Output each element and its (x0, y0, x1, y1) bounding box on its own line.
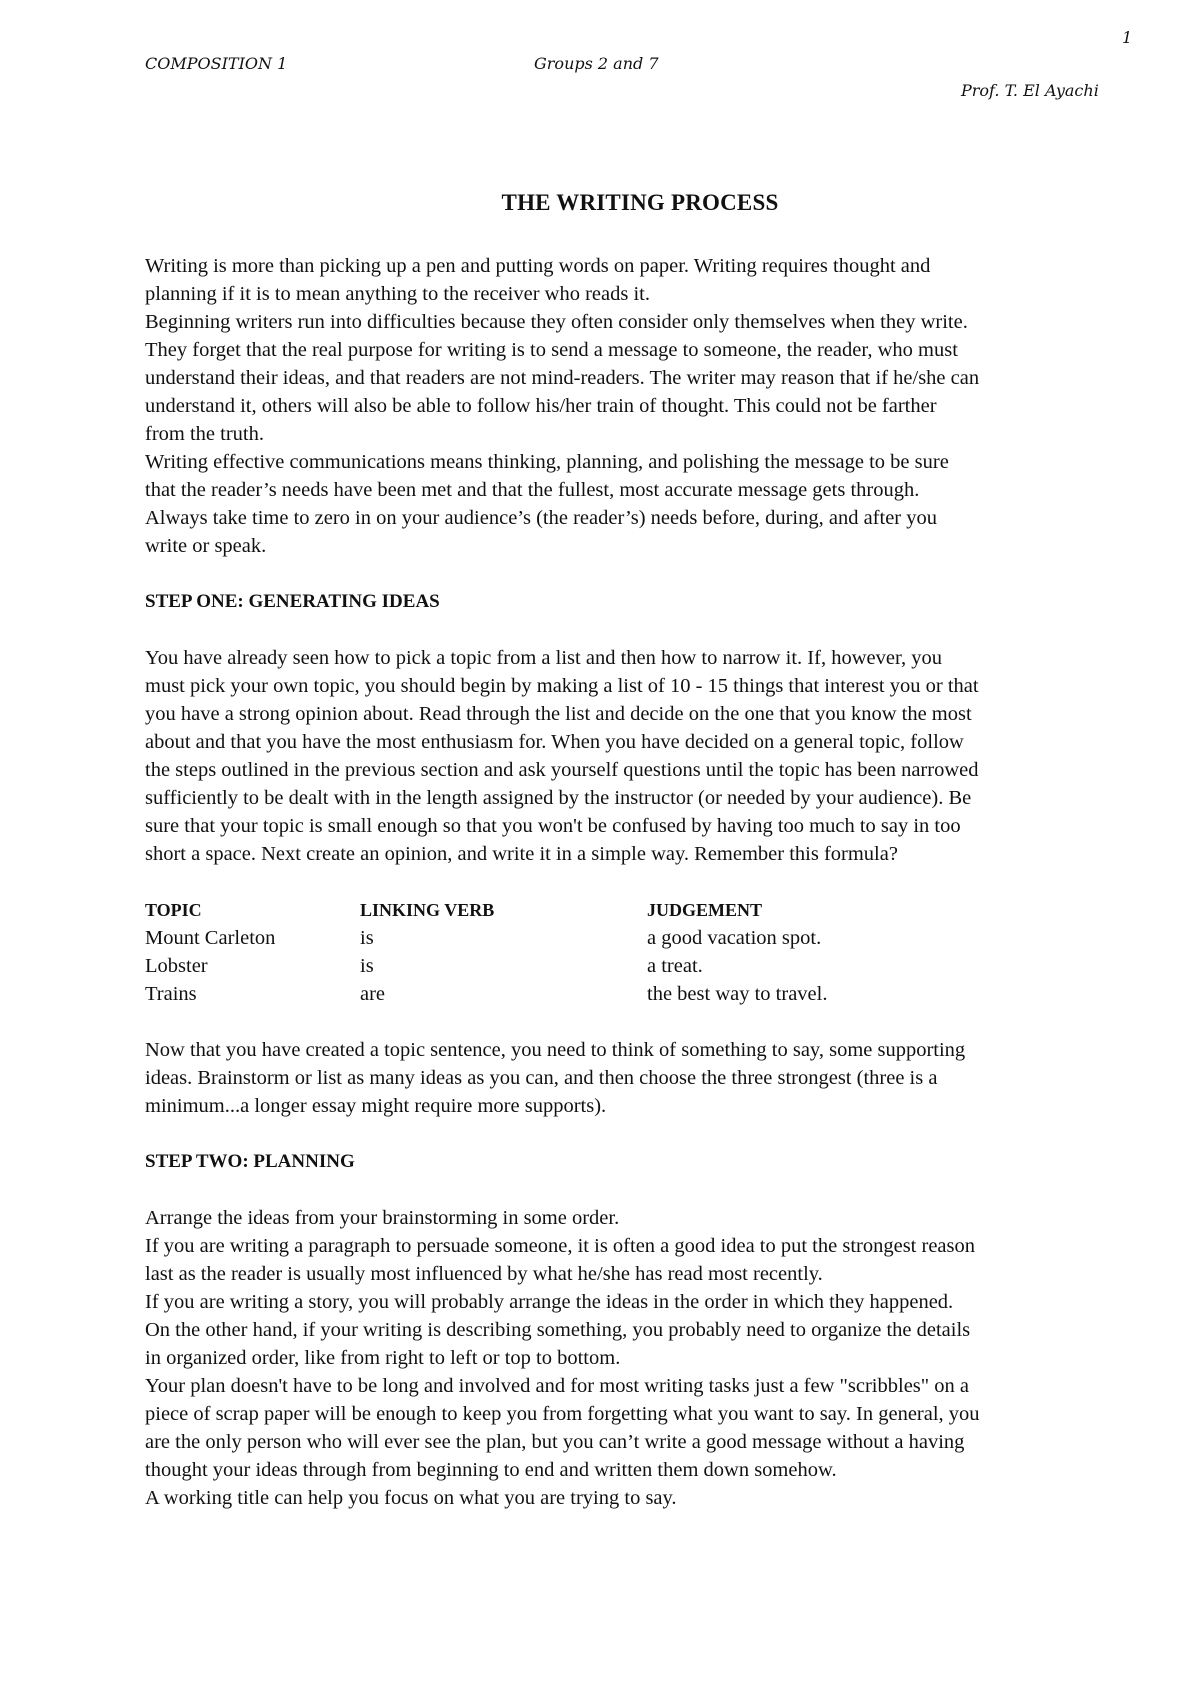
step-two-line: in organized order, like from right to left or top to bottom. (145, 1347, 621, 1369)
step-one-line: sufficiently to be dealt with in the length assigned by the instructor (or needed by your audience). Be (145, 787, 972, 809)
professor-name: Prof. T. El Ayachi (961, 81, 1099, 100)
step-two-line: On the other hand, if your writing is describing something, you probably need to organize the details (145, 1319, 971, 1341)
table-row (145, 980, 1047, 1008)
step-two-line: last as the reader is usually most influenced by what he/she has read most recently. (145, 1263, 823, 1285)
step-two-line: If you are writing a story, you will probably arrange the ideas in the order in which they happened. (145, 1291, 954, 1313)
spacer (145, 560, 1145, 588)
step-one-line: You have already seen how to pick a topic from a list and then how to narrow it. If, however, you (145, 647, 942, 669)
formula-header-row (145, 896, 1047, 924)
step-two-line: piece of scrap paper will be enough to keep you from forgetting what you want to say. In general, you (145, 1403, 980, 1425)
closing-line: Now that you have created a topic sentence, you need to think of something to say, some supporting (145, 1039, 966, 1061)
column-header-judgement: JUDGEMENT (647, 900, 763, 920)
intro-line: Beginning writers run into difficulties because they often consider only themselves when they write. (145, 311, 968, 333)
column-header-linking-verb: LINKING VERB (360, 900, 495, 920)
intro-line: planning if it is to mean anything to the receiver who reads it. (145, 283, 650, 305)
closing-line: minimum...a longer essay might require more supports). (145, 1095, 607, 1117)
spacer (145, 1176, 1145, 1204)
groups-label: Groups 2 and 7 (534, 54, 659, 73)
intro-line: Writing is more than picking up a pen and putting words on paper. Writing requires thought and (145, 255, 931, 277)
step-one-line: must pick your own topic, you should begin by making a list of 10 - 15 things that interest you or that (145, 675, 979, 697)
step-one-line: short a space. Next create an opinion, and write it in a simple way. Remember this formula? (145, 843, 898, 865)
spacer (145, 1120, 1145, 1148)
step-two-line: thought your ideas through from beginning to end and written them down somehow. (145, 1459, 837, 1481)
step-two-line: Your plan doesn't have to be long and involved and for most writing tasks just a few "scribbles" on a (145, 1375, 969, 1397)
spacer (145, 1008, 1145, 1036)
linking-verb-cell: are (360, 983, 386, 1005)
judgement-cell: the best way to travel. (647, 983, 828, 1005)
table-row (145, 952, 1047, 980)
intro-line: understand their ideas, and that readers are not mind-readers. The writer may reason that if he/she can (145, 367, 980, 389)
intro-line: that the reader’s needs have been met and that the fullest, most accurate message gets through. (145, 479, 920, 501)
topic-cell: Mount Carleton (145, 927, 276, 949)
intro-line: They forget that the real purpose for writing is to send a message to someone, the reader, who must (145, 339, 958, 361)
step-two-section (145, 1204, 1145, 1512)
step-one-closing (145, 1036, 1145, 1120)
step-two-line: If you are writing a paragraph to persuade someone, it is often a good idea to put the strongest reason (145, 1235, 975, 1257)
spacer (145, 616, 1145, 644)
linking-verb-cell: is (360, 955, 374, 977)
judgement-cell: a treat. (647, 955, 703, 977)
step-one-line: the steps outlined in the previous section and ask yourself questions until the topic has been narrowed (145, 759, 979, 781)
step-one-heading: STEP ONE: GENERATING IDEAS (145, 591, 440, 612)
intro-line: Always take time to zero in on your audience’s (the reader’s) needs before, during, and after you (145, 507, 937, 529)
document-title: THE WRITING PROCESS (501, 190, 779, 215)
intro-line: understand it, others will also be able to follow his/her train of thought. This could not be farther (145, 395, 937, 417)
step-two-line: A working title can help you focus on what you are trying to say. (145, 1487, 677, 1509)
step-one-line: sure that your topic is small enough so that you won't be confused by having too much to say in too (145, 815, 961, 837)
step-one-line: you have a strong opinion about. Read through the list and decide on the one that you know the most (145, 703, 972, 725)
judgement-cell: a good vacation spot. (647, 927, 822, 949)
formula-table (145, 896, 1047, 1008)
step-two-line: are the only person who will ever see the plan, but you can’t write a good message without a having (145, 1431, 965, 1453)
step-two-heading: STEP TWO: PLANNING (145, 1151, 355, 1172)
intro-line: write or speak. (145, 535, 267, 557)
spacer (145, 868, 1145, 896)
intro-line: from the truth. (145, 423, 264, 445)
topic-cell: Lobster (145, 955, 208, 977)
column-header-topic: TOPIC (145, 900, 202, 920)
intro-section (145, 252, 1145, 560)
document-body (145, 252, 1145, 1512)
intro-line: Writing effective communications means thinking, planning, and polishing the message to be sure (145, 451, 949, 473)
closing-line: ideas. Brainstorm or list as many ideas as you can, and then choose the three strongest (three is a (145, 1067, 938, 1089)
step-one-line: about and that you have the most enthusiasm for. When you have decided on a general topic, follow (145, 731, 964, 753)
linking-verb-cell: is (360, 927, 374, 949)
step-one-paragraph (145, 644, 1145, 868)
topic-cell: Trains (145, 983, 197, 1005)
table-row (145, 924, 1047, 952)
page-number: 1 (1122, 28, 1133, 47)
course-title: COMPOSITION 1 (145, 54, 288, 73)
step-two-line: Arrange the ideas from your brainstorming in some order. (145, 1207, 620, 1229)
